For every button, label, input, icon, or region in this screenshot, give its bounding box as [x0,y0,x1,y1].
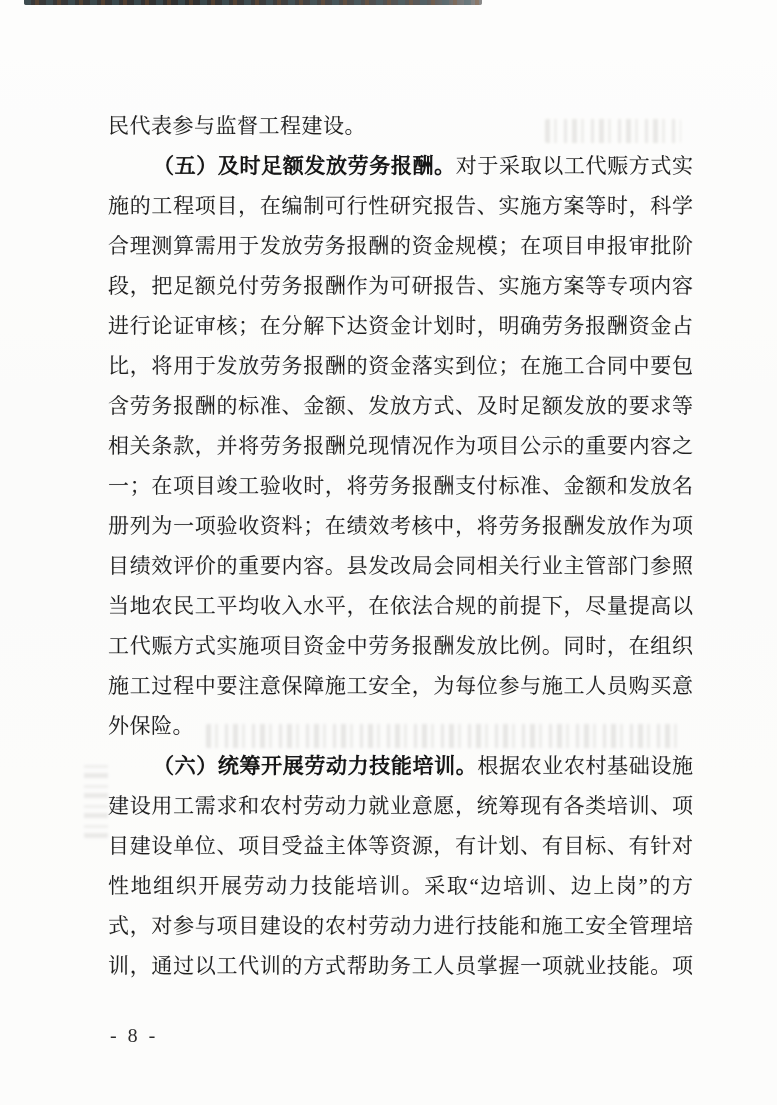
text-line [108,506,693,546]
text-line-content: 册列为一项验收资料；在绩效考核中，将劳务报酬发放作为项 [108,514,693,538]
ink-bleedthrough-artifact [84,764,108,838]
text-line-content: 进行论证审核；在分解下达资金计划时，明确劳务报酬资金占 [108,314,693,338]
text-line-content: 目建设单位、项目受益主体等资源，有计划、有目标、有针对 [108,834,693,858]
text-line [108,786,693,826]
text-line [108,306,693,346]
text-line-content: 训，通过以工代训的方式帮助务工人员掌握一项就业技能。项 [108,954,693,978]
paragraph-6-heading: （六）统筹开展劳动力技能培训。 [153,754,478,778]
text-line [108,266,693,306]
text-line-content: 当地农民工平均收入水平，在依法合规的前提下，尽量提高以 [108,594,693,618]
text-line-content: 目绩效评价的重要内容。县发改局会同相关行业主管部门参照 [108,554,693,578]
text-line-content: 合理测算需用于发放劳务报酬的资金规模；在项目申报审批阶 [108,234,693,258]
text-line [108,826,693,866]
scanner-edge-artifact [24,0,482,5]
text-line-paragraph-5-start [108,146,693,186]
text-line [108,106,693,146]
text-line [108,706,693,746]
text-line [108,346,693,386]
text-line [108,386,693,426]
text-line-content: 比，将用于发放劳务报酬的资金落实到位；在施工合同中要包 [108,354,693,378]
text-line-content: 对于采取以工代赈方式实 [455,154,693,178]
text-line [108,226,693,266]
document-body-text [108,106,693,986]
text-line [108,666,693,706]
text-line-content: 段，把足额兑付劳务报酬作为可研报告、实施方案等专项内容 [108,274,693,298]
page-number: - 8 - [110,1025,159,1047]
text-line-content: 含劳务报酬的标准、金额、发放方式、及时足额发放的要求等 [108,394,693,418]
text-line-content: 性地组织开展劳动力技能培训。采取“边培训、边上岗”的方 [108,874,693,898]
text-line [108,946,693,986]
text-line [108,466,693,506]
text-line-content: 外保险。 [108,714,194,738]
text-line [108,906,693,946]
text-line-content: 一；在项目竣工验收时，将劳务报酬支付标准、金额和发放名 [108,474,693,498]
text-line [108,586,693,626]
text-line [108,626,693,666]
text-line-content: 工代赈方式实施项目资金中劳务报酬发放比例。同时，在组织 [108,634,693,658]
text-line-content: 施工过程中要注意保障施工安全，为每位参与施工人员购买意 [108,674,693,698]
text-line-content: 根据农业农村基础设施 [477,754,693,778]
text-line-content: 施的工程项目，在编制可行性研究报告、实施方案等时，科学 [108,194,693,218]
text-line [108,546,693,586]
text-line [108,186,693,226]
text-line-paragraph-6-start [108,746,693,786]
text-line [108,426,693,466]
text-line-content: 建设用工需求和农村劳动力就业意愿，统筹现有各类培训、项 [108,794,693,818]
text-line-content: 式，对参与项目建设的农村劳动力进行技能和施工安全管理培 [108,914,693,938]
text-line [108,866,693,906]
paragraph-5-heading: （五）及时足额发放劳务报酬。 [153,154,456,178]
text-line-content: 民代表参与监督工程建设。 [108,114,366,138]
text-line-content: 相关条款，并将劳务报酬兑现情况作为项目公示的重要内容之 [108,434,693,458]
